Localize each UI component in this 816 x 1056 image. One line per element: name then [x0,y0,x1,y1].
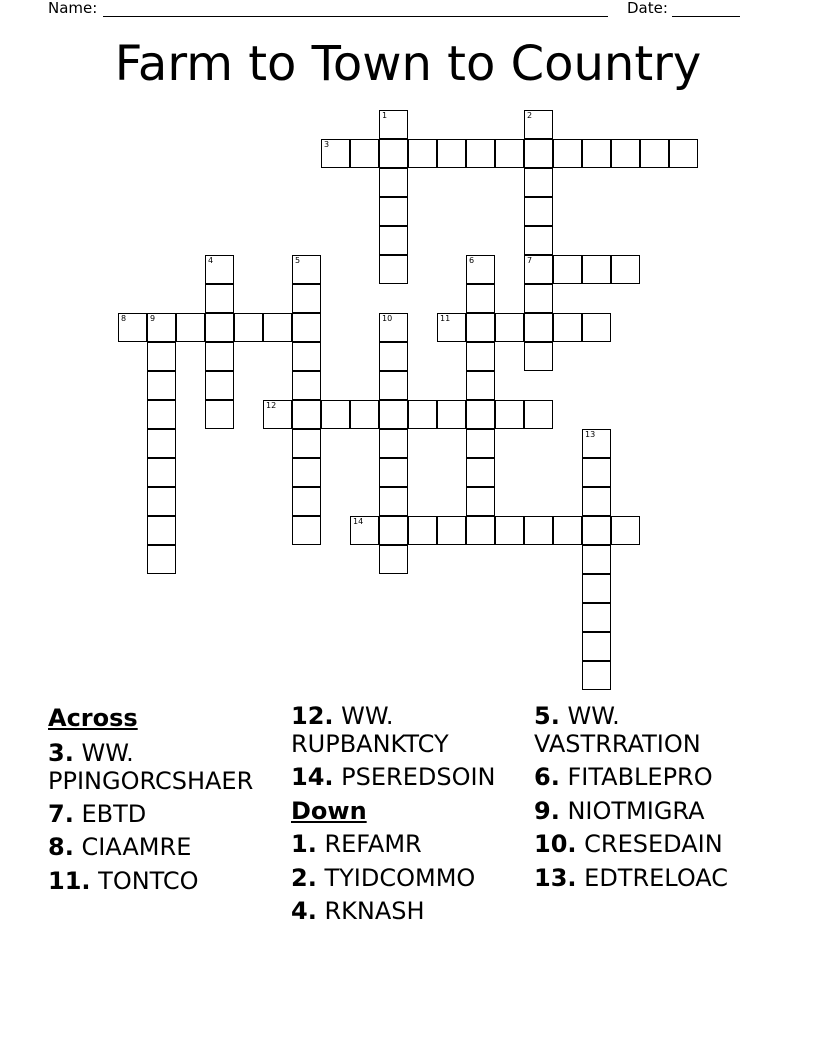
grid-cell[interactable] [437,516,466,545]
clue-text: NIOTMIGRA [567,796,705,825]
clue-number: 8. [48,833,74,861]
grid-cell[interactable] [379,342,408,371]
grid-cell[interactable] [147,458,176,487]
grid-cell[interactable] [379,458,408,487]
cell-number: 12 [266,401,277,410]
grid-cell[interactable] [292,516,321,545]
clue-number: 4. [291,897,317,925]
clue-down-5 [534,702,774,761]
grid-cell[interactable] [466,371,495,400]
clue-number: 10. [534,830,577,858]
cell-number: 13 [585,430,596,439]
grid-cell[interactable] [495,139,524,168]
clue-down-2 [291,862,531,896]
grid-cell[interactable] [582,139,611,168]
clue-text: WW. RUPBANKTCY [291,702,449,758]
grid-cell[interactable] [205,400,234,429]
grid-cell[interactable] [437,139,466,168]
cell-number: 5 [295,256,301,265]
grid-cell[interactable] [582,603,611,632]
grid-cell[interactable] [669,139,698,168]
clue-text: WW. PPINGORCSHAER [48,738,254,795]
grid-cell[interactable] [437,400,466,429]
grid-cell[interactable] [263,313,292,342]
clue-down-6 [534,761,774,795]
clue-text: CIAAMRE [81,833,192,861]
grid-cell[interactable] [466,429,495,458]
grid-cell[interactable] [582,545,611,574]
grid-cell[interactable] [350,139,379,168]
grid-cell[interactable] [466,516,495,545]
grid-cell[interactable] [147,545,176,574]
grid-cell[interactable] [379,545,408,574]
across-heading: Across [48,704,138,732]
grid-cell[interactable] [553,313,582,342]
grid-cell[interactable] [147,313,176,342]
clue-number: 5. [534,702,560,730]
grid-cell[interactable] [553,139,582,168]
grid-cell[interactable] [379,516,408,545]
grid-cell[interactable] [321,139,350,168]
grid-cell[interactable] [408,139,437,168]
grid-cell[interactable] [321,400,350,429]
cell-number: 8 [121,314,127,323]
grid-cell[interactable] [524,516,553,545]
clue-number: 9. [534,796,560,825]
grid-cell[interactable] [205,313,234,342]
grid-cell[interactable] [147,429,176,458]
clue-column-1 [48,702,288,898]
clue-down-4 [291,895,531,929]
grid-cell[interactable] [205,342,234,371]
clue-text: RKNASH [324,897,425,925]
clue-down-10 [534,828,774,862]
grid-cell[interactable] [292,284,321,313]
grid-cell[interactable] [524,197,553,226]
grid-cell[interactable] [524,110,553,139]
grid-cell[interactable] [292,458,321,487]
grid-cell[interactable] [466,313,495,342]
grid-cell[interactable] [118,313,147,342]
grid-cell[interactable] [379,110,408,139]
grid-cell[interactable] [379,313,408,342]
grid-cell[interactable] [553,255,582,284]
cell-number: 4 [208,256,214,265]
grid-cell[interactable] [292,342,321,371]
grid-cell[interactable] [147,371,176,400]
clue-across-8 [48,831,288,865]
grid-cell[interactable] [379,168,408,197]
grid-cell[interactable] [292,255,321,284]
clue-text: WW. VASTRRATION [534,702,701,758]
grid-cell[interactable] [524,226,553,255]
grid-cell[interactable] [582,429,611,458]
cell-number: 9 [150,314,156,323]
clue-list [48,702,768,942]
clue-text: REFAMR [324,830,422,858]
grid-cell[interactable] [524,168,553,197]
grid-cell[interactable] [582,458,611,487]
cell-number: 3 [324,140,330,149]
name-label: Name: [48,0,98,17]
grid-cell[interactable] [611,516,640,545]
cell-number: 1 [382,111,388,120]
grid-cell[interactable] [582,516,611,545]
grid-cell[interactable] [466,139,495,168]
clue-text: PSEREDSOIN [341,763,496,791]
clue-column-2 [291,702,531,929]
clue-across-11 [48,865,288,899]
grid-cell[interactable] [379,400,408,429]
grid-cell[interactable] [466,400,495,429]
cell-number: 11 [440,314,451,323]
grid-cell[interactable] [379,255,408,284]
grid-cell[interactable] [582,313,611,342]
clue-number: 12. [291,702,334,730]
clue-number: 1. [291,830,317,858]
grid-cell[interactable] [466,255,495,284]
grid-cell[interactable] [466,487,495,516]
grid-cell[interactable] [379,139,408,168]
grid-cell[interactable] [524,255,553,284]
grid-cell[interactable] [524,342,553,371]
clue-text: EDTRELOAC [584,863,729,892]
grid-cell[interactable] [408,516,437,545]
grid-cell[interactable] [408,400,437,429]
clue-text: CRESEDAIN [584,830,723,858]
grid-cell[interactable] [147,516,176,545]
grid-cell[interactable] [176,313,205,342]
grid-cell[interactable] [582,574,611,603]
clue-text: EBTD [81,799,147,828]
clue-down-1 [291,828,531,862]
clue-number: 3. [48,738,74,767]
grid-cell[interactable] [292,487,321,516]
clue-across-12 [291,702,531,761]
cell-number: 7 [527,256,533,265]
grid-cell[interactable] [379,487,408,516]
clue-number: 2. [291,863,317,892]
grid-cell[interactable] [350,400,379,429]
clue-column-3 [534,702,774,895]
clue-down-9 [534,795,774,829]
grid-cell[interactable] [205,284,234,313]
grid-cell[interactable] [234,313,263,342]
grid-cell[interactable] [582,661,611,690]
clue-across-7 [48,798,288,832]
grid-cell[interactable] [495,516,524,545]
clue-text: FITABLEPRO [567,763,713,791]
grid-cell[interactable] [524,284,553,313]
grid-cell[interactable] [582,632,611,661]
grid-cell[interactable] [437,313,466,342]
clue-text: TONTCO [98,866,199,895]
grid-cell[interactable] [582,487,611,516]
grid-cell[interactable] [582,255,611,284]
grid-cell[interactable] [147,342,176,371]
grid-cell[interactable] [205,255,234,284]
grid-cell[interactable] [495,313,524,342]
cell-number: 6 [469,256,475,265]
clue-text: TYIDCOMMO [324,863,476,892]
grid-cell[interactable] [292,429,321,458]
cell-number: 2 [527,111,533,120]
grid-cell[interactable] [466,284,495,313]
clue-number: 11. [48,866,91,895]
grid-cell[interactable] [292,400,321,429]
grid-cell[interactable] [466,342,495,371]
grid-cell[interactable] [292,313,321,342]
page-title: Farm to Town to Country [114,36,702,92]
cell-number: 14 [353,517,364,526]
grid-cell[interactable] [147,487,176,516]
grid-cell[interactable] [379,429,408,458]
grid-cell[interactable] [263,400,292,429]
grid-cell[interactable] [495,400,524,429]
grid-cell[interactable] [350,516,379,545]
grid-cell[interactable] [379,371,408,400]
grid-cell[interactable] [205,371,234,400]
grid-cell[interactable] [379,226,408,255]
grid-cell[interactable] [553,516,582,545]
grid-cell[interactable] [524,313,553,342]
clue-number: 7. [48,799,74,828]
grid-cell[interactable] [611,255,640,284]
clue-across-14 [291,761,531,795]
grid-cell[interactable] [466,458,495,487]
grid-cell[interactable] [379,197,408,226]
grid-cell[interactable] [524,400,553,429]
date-label: Date: [627,0,668,17]
cell-number: 10 [382,314,393,323]
grid-cell[interactable] [292,371,321,400]
grid-cell[interactable] [524,139,553,168]
clue-down-13 [534,862,774,896]
grid-cell[interactable] [640,139,669,168]
grid-cell[interactable] [611,139,640,168]
down-heading: Down [291,796,367,825]
clue-number: 13. [534,863,577,892]
clue-number: 6. [534,763,560,791]
clue-number: 14. [291,763,334,791]
clue-across-3 [48,736,288,798]
grid-cell[interactable] [147,400,176,429]
